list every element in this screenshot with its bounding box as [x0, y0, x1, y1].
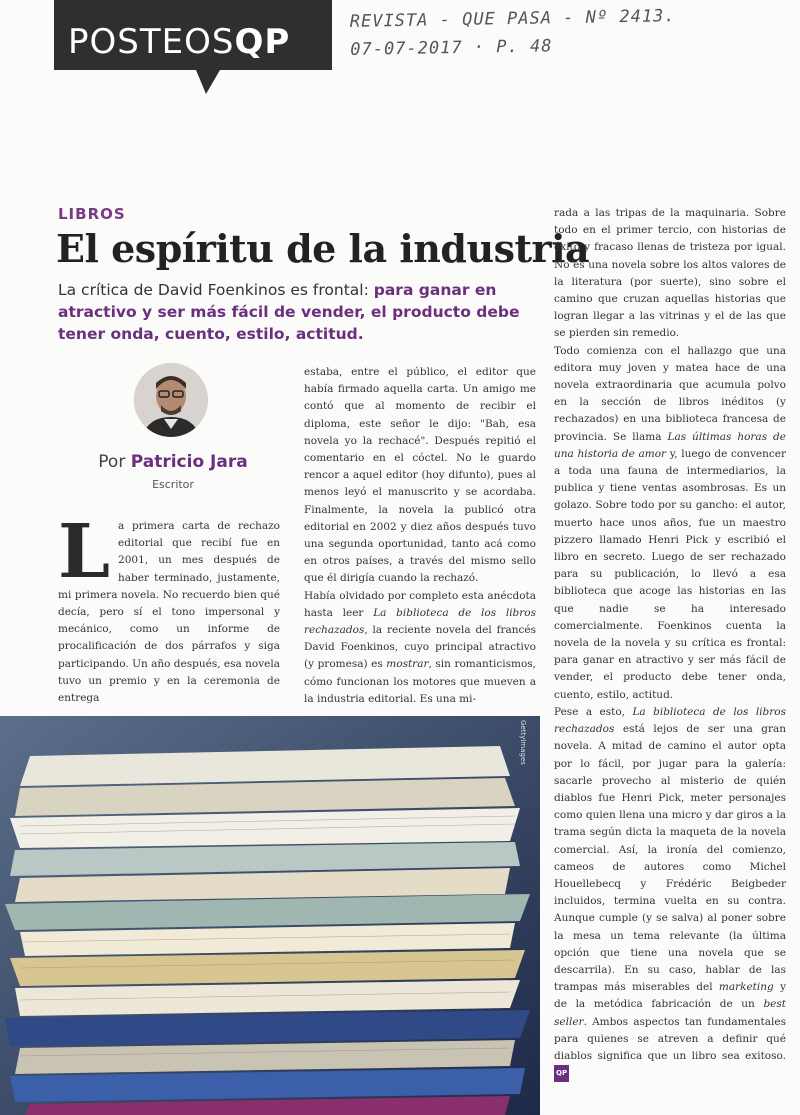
- title-part-2: de la industria: [286, 226, 590, 271]
- column-3-paragraph-2: [554, 343, 786, 704]
- text-run: , sin romanticismos, cómo funcionan los motores que mueven a la industria editorial. Es una mi-: [304, 658, 536, 705]
- text-run: y de la metódica fabricación de un: [554, 981, 786, 1011]
- stacked-manuscripts-photo: [0, 716, 540, 1115]
- column-1-text: a primera carta de rechazo editorial que recibí fue en 2001, un mes después de haber terminado, justamente, mi primera novela. No recuerdo bien qué decía, pero sí el tono impersonal y mecánico, como un informe de procalificación de dos párrafos y siga participando. Un año después, esa novela tuvo un premio y en la ceremonia de entrega: [58, 520, 280, 705]
- book-title-italic: Las últimas horas de una historia de amor: [554, 430, 786, 460]
- photo-credit: GettyImages: [519, 720, 527, 765]
- section-label: LIBROS: [58, 205, 126, 223]
- text-run: y, luego de convencer a toda una fauna de intermediarios, la publica y tiene ventas asombrosas. Es un golazo. Sobre todo por su gancho: el autor, muerto hace unos años, fue un maestro pizzero llamado Henri Pick y escribió el libro en secreto. Luego de ser rechazado para su publicación, lo llevó a esa biblioteca que acoge las historias en las que nadie se ha interesado comercialmente. Foenkinos cuenta la novela de la novela y su crítica es frontal: para ganar en atractivo y ser más fácil de vender, el producto debe tener onda, cuento, estilo, actitud.: [554, 447, 786, 701]
- emphasis-italic: best seller: [554, 998, 786, 1028]
- author-role: Escritor: [152, 478, 194, 491]
- article-title: [56, 226, 590, 271]
- emphasis-italic: marketing: [718, 981, 774, 994]
- text-run: . Ambos aspectos tan fundamentales para quienes se atreven a definir qué diablos significa que un libro sea exitoso.: [554, 1015, 786, 1062]
- column-3-paragraph-1: rada a las tripas de la maquinaria. Sobre todo en el primer tercio, con historias de éxito y fracaso llenas de tristeza por igual. No es una novela sobre los altos valores de la literatura (por suerte), sino sobre el camino que cruzan aquellas historias que logran llegar a las vitrinas y el de las que se pierden sin remedio.: [554, 207, 786, 340]
- text-run: está lejos de ser una gran novela. A mitad de camino el autor opta por lo fácil, por jugar para la galería: sacarle provecho al misterio de quién diablos fue Henri Pick, meter personajes como quien llena una micro y dar giros a la trama según dicta la maqueta de la novela comercial. Así, la ironía del comienzo, cameos de autores como Michel Houellebecq y Frédéric Beigbeder incluidos, termina vuelta en su contra. Aunque cumple (y se salva) al poner sobre la mesa un tema relevante (la última opción que tiene una novela que se descarrila). En su caso, hablar de las trampas más miserables del: [554, 723, 786, 994]
- brand-banner: [54, 0, 332, 70]
- brand-suffix: QP: [234, 22, 291, 62]
- book-title-italic: La biblioteca de los libros rechazados: [304, 606, 537, 637]
- handnote-line-2: 07-07-2017 · P. 48: [350, 36, 553, 60]
- column-2-paragraph-2: [304, 588, 536, 708]
- emphasis-italic: mostrar: [386, 658, 429, 671]
- text-run: Pese a esto,: [554, 705, 633, 718]
- column-3-paragraph-3: [554, 704, 786, 1083]
- title-part-1: El espíritu: [56, 226, 287, 271]
- drop-cap: L: [58, 509, 111, 595]
- byline-prefix: Por: [98, 452, 131, 472]
- author-byline: [58, 452, 288, 472]
- brand-notch: [196, 70, 220, 94]
- article-column-1: [58, 509, 280, 707]
- text-run: Todo comienza con el hallazgo que una editora muy joven y matea hace de una novela extraordinaria que acumula polvo en la sección de libros inéditos (y rechazados) en una biblioteca francesa de provincia. Se llama: [554, 344, 786, 443]
- column-2-paragraph-1: estaba, entre el público, el editor que había firmado aquella carta. Un amigo me contó que al momento de recibir el diploma, este señor le dijo: "Bah, esa novela yo la rechacé". Después repitió el comentario en el cóctel. No le guardo rencor a aquel editor (hoy difunto), pues al menos leyó el manuscrito y se acordaba. Finalmente, la novela la publicó otra editorial en 2002 y diez años después tuvo una segunda oportunidad, tanto acá como en otros países, a través del mismo sello que él dirigía cuando la rechazó.: [304, 366, 536, 585]
- author-name: Patricio Jara: [130, 452, 248, 472]
- text-run: , la reciente novela del francés David Foenkinos, cuyo principal atractivo (y promesa) es: [304, 624, 536, 671]
- deck-lead: La crítica de David Foenkinos es frontal:: [58, 281, 374, 299]
- article-deck: [58, 279, 540, 345]
- author-avatar: [134, 363, 208, 437]
- text-run: Había olvidado por completo esta anécdota hasta leer: [304, 589, 536, 619]
- article-column-2: [304, 364, 536, 708]
- handnote-line-1: REVISTA - QUE PASA - Nº 2413.: [349, 6, 676, 32]
- handwritten-annotation: [350, 0, 791, 64]
- deck-highlight: para ganar en atractivo y ser más fácil de vender, el producto debe tener onda, cuento, estilo, actitud.: [58, 281, 520, 343]
- article-column-3: [554, 205, 786, 1083]
- brand-prefix: POSTEOS: [68, 22, 235, 62]
- book-title-italic: La biblioteca de los libros rechazados: [554, 705, 786, 736]
- end-mark: QP: [554, 1065, 569, 1082]
